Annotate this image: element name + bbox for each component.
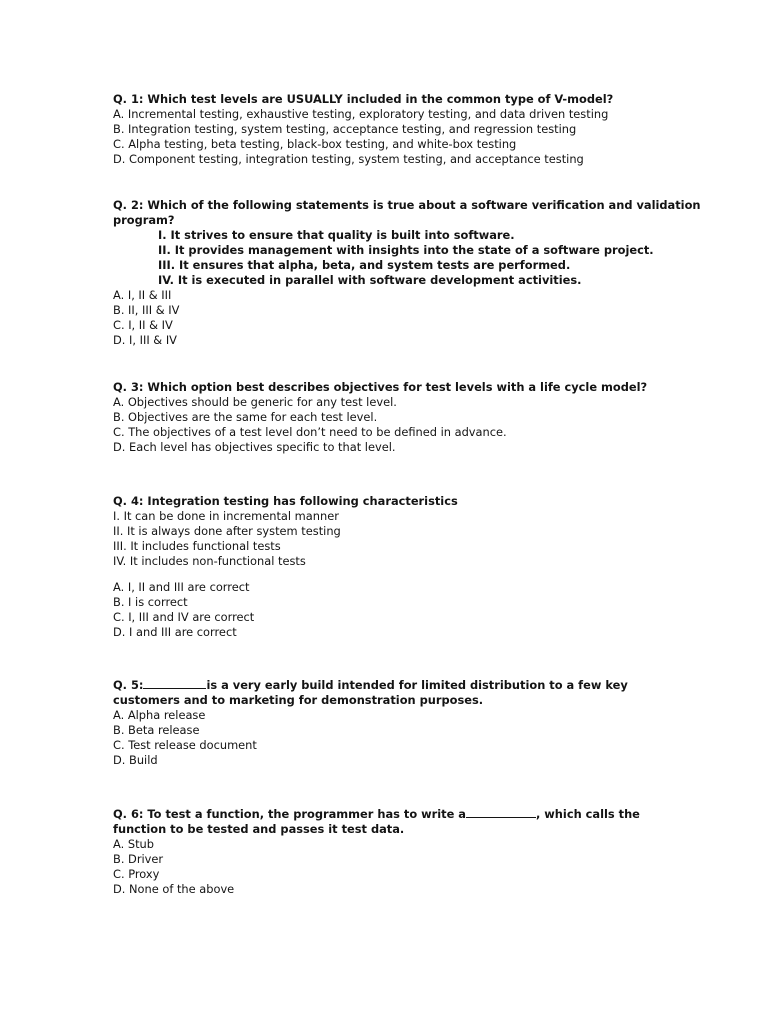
fill-in-blank bbox=[143, 677, 206, 689]
q5-option-a: A. Alpha release bbox=[113, 708, 206, 722]
q3-option-c: C. The objectives of a test level don’t need to be defined in advance. bbox=[113, 425, 507, 439]
question-5-prefix: Q. 5: bbox=[113, 678, 144, 692]
spacer bbox=[113, 569, 658, 580]
q1-option-c: C. Alpha testing, beta testing, black-box testing, and white-box testing bbox=[113, 137, 517, 151]
question-1 bbox=[113, 92, 658, 167]
q3-option-a: A. Objectives should be generic for any test level. bbox=[113, 395, 397, 409]
question-2-stem-line-1: Q. 2: Which of the following statements is true about a software verification and validation bbox=[113, 198, 701, 212]
question-6-stem-line-1 bbox=[113, 806, 658, 822]
q5-option-b: B. Beta release bbox=[113, 723, 200, 737]
q3-option-b: B. Objectives are the same for each test level. bbox=[113, 410, 378, 424]
q2-option-d: D. I, III & IV bbox=[113, 333, 177, 347]
q4-option-d: D. I and III are correct bbox=[113, 625, 237, 639]
question-6-prefix: Q. 6: To test a function, the programmer has to write a bbox=[113, 807, 466, 821]
q3-option-d: D. Each level has objectives specific to that level. bbox=[113, 440, 396, 454]
q5-option-c: C. Test release document bbox=[113, 738, 257, 752]
q4-option-a: A. I, II and III are correct bbox=[113, 580, 250, 594]
question-5-suffix: is a very early build intended for limited distribution to a few key bbox=[206, 678, 628, 692]
q6-option-d: D. None of the above bbox=[113, 882, 235, 896]
q2-statement-2: II. It provides management with insights into the state of a software project. bbox=[158, 243, 654, 257]
q6-option-a: A. Stub bbox=[113, 837, 154, 851]
question-2 bbox=[113, 198, 701, 348]
q1-option-b: B. Integration testing, system testing, acceptance testing, and regression testing bbox=[113, 122, 577, 136]
q2-statement-4: IV. It is executed in parallel with software development activities. bbox=[158, 273, 582, 287]
question-6 bbox=[113, 806, 658, 897]
q5-option-d: D. Build bbox=[113, 753, 158, 767]
q1-option-a: A. Incremental testing, exhaustive testing, exploratory testing, and data driven testing bbox=[113, 107, 609, 121]
question-5-stem-line-2: customers and to marketing for demonstration purposes. bbox=[113, 693, 484, 707]
q2-option-c: C. I, II & IV bbox=[113, 318, 173, 332]
q6-option-c: C. Proxy bbox=[113, 867, 160, 881]
question-5 bbox=[113, 677, 658, 768]
q4-option-b: B. I is correct bbox=[113, 595, 188, 609]
question-3-stem: Q. 3: Which option best describes objectives for test levels with a life cycle model? bbox=[113, 380, 648, 394]
q2-option-b: B. II, III & IV bbox=[113, 303, 180, 317]
q1-option-d: D. Component testing, integration testing, system testing, and acceptance testing bbox=[113, 152, 584, 166]
q4-statement-2: II. It is always done after system testing bbox=[113, 524, 341, 538]
q6-option-b: B. Driver bbox=[113, 852, 164, 866]
q2-statement-3: III. It ensures that alpha, beta, and system tests are performed. bbox=[158, 258, 571, 272]
q4-statement-4: IV. It includes non-functional tests bbox=[113, 554, 306, 568]
question-4-stem: Q. 4: Integration testing has following characteristics bbox=[113, 494, 458, 508]
question-6-suffix: , which calls the bbox=[535, 807, 640, 821]
question-3 bbox=[113, 380, 658, 455]
question-5-stem-line-1 bbox=[113, 677, 658, 693]
question-6-stem-line-2: function to be tested and passes it test data. bbox=[113, 822, 405, 836]
q4-statement-3: III. It includes functional tests bbox=[113, 539, 281, 553]
question-2-stem-line-2: program? bbox=[113, 213, 175, 227]
question-4 bbox=[113, 494, 658, 640]
q2-statement-1: I. It strives to ensure that quality is built into software. bbox=[158, 228, 515, 242]
q4-option-c: C. I, III and IV are correct bbox=[113, 610, 255, 624]
fill-in-blank bbox=[466, 806, 536, 818]
q2-option-a: A. I, II & III bbox=[113, 288, 172, 302]
question-1-stem: Q. 1: Which test levels are USUALLY included in the common type of V-model? bbox=[113, 92, 614, 106]
q4-statement-1: I. It can be done in incremental manner bbox=[113, 509, 339, 523]
